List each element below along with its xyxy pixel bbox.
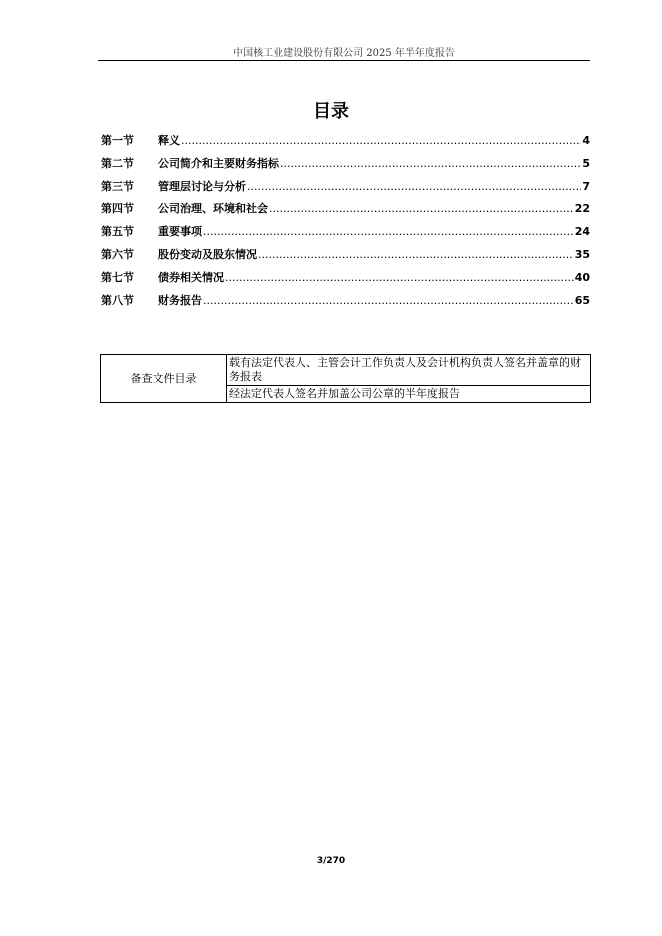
header-divider — [98, 60, 590, 61]
toc-leader-dots — [280, 157, 581, 170]
toc-page-number: 35 — [574, 247, 590, 261]
toc-section-name: 股份变动及股东情况 — [158, 247, 257, 261]
toc-page-number: 5 — [582, 156, 590, 170]
toc-section-name: 债券相关情况 — [158, 270, 224, 284]
reference-documents-label: 备查文件目录 — [101, 355, 227, 403]
toc-entry[interactable] — [101, 178, 590, 201]
toc-section-name: 释义 — [158, 134, 180, 147]
reference-document-item: 载有法定代表人、主管会计工作负责人及会计机构负责人签名并盖章的财务报表 — [227, 355, 591, 386]
reference-document-item: 经法定代表人签名并加盖公司公章的半年度报告 — [227, 386, 591, 403]
toc-section-number: 第一节 — [101, 134, 134, 147]
toc-entry[interactable] — [101, 200, 590, 223]
toc-entry[interactable] — [101, 155, 590, 178]
toc-section-name: 公司治理、环境和社会 — [158, 202, 268, 216]
toc-section-number: 第七节 — [101, 270, 134, 284]
toc-section-number: 第四节 — [101, 202, 134, 216]
toc-page-number: 24 — [574, 225, 590, 239]
toc-section-name: 公司简介和主要财务指标 — [158, 156, 279, 170]
running-header: 中国核工业建设股份有限公司 2025 年半年度报告 — [233, 48, 455, 59]
toc-page-number: 22 — [574, 202, 590, 216]
toc-section-number: 第六节 — [101, 247, 134, 261]
toc-section-name: 重要事项 — [158, 225, 202, 239]
toc-leader-dots — [181, 134, 581, 147]
toc-section-number: 第二节 — [101, 156, 134, 170]
toc-entry[interactable] — [101, 223, 590, 246]
toc-title: 目录 — [313, 101, 349, 122]
toc-page-number: 40 — [574, 270, 590, 284]
toc-section-name: 财务报告 — [158, 293, 202, 307]
toc-section-number: 第三节 — [101, 179, 134, 193]
toc-entry[interactable] — [101, 246, 590, 269]
toc-entry[interactable] — [101, 292, 590, 315]
page-number: 3/270 — [316, 856, 346, 866]
toc-leader-dots — [225, 271, 574, 284]
table-row — [101, 355, 591, 386]
toc-leader-dots — [247, 180, 581, 193]
toc-leader-dots — [258, 248, 574, 261]
toc-section-number: 第八节 — [101, 293, 134, 307]
toc-leader-dots — [269, 202, 574, 215]
toc-entry[interactable] — [101, 132, 590, 155]
toc-page-number: 7 — [582, 179, 590, 193]
toc-section-name: 管理层讨论与分析 — [158, 179, 246, 193]
toc-section-number: 第五节 — [101, 225, 134, 239]
toc-entry[interactable] — [101, 269, 590, 292]
toc-leader-dots — [203, 294, 574, 307]
toc-page-number: 65 — [574, 293, 590, 307]
table-of-contents — [101, 132, 590, 314]
toc-leader-dots — [203, 225, 574, 238]
toc-page-number: 4 — [582, 134, 590, 147]
reference-documents-table — [100, 354, 591, 403]
